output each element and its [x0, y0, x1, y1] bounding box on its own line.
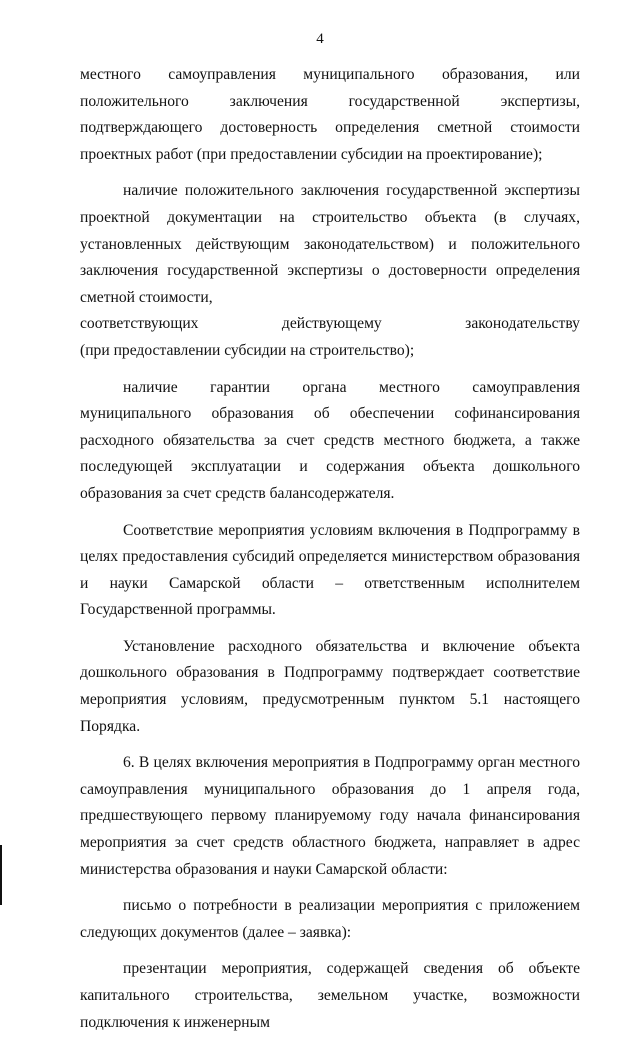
paragraph-guarantee: наличие гарантии органа местного самоуправления муниципального образования об обеспечении софинансирования расходного обязательства за счет средств местного бюджета, а также последующей эксплуатации и содержания объекта дошкольного образования за счет средств балансодержателя.: [80, 378, 580, 502]
scan-edge-line: [0, 845, 2, 905]
paragraph-expertise: наличие положительного заключения государственной экспертизы проектной документации на строительство объекта (в случаях, установленных действующим законодательством) и положительного заключения государственной экспертизы о достоверности определения сметной стоимости,: [80, 182, 580, 306]
paragraph-letter: письмо о потребности в реализации мероприятия с приложением следующих документов (далее – заявка):: [80, 897, 580, 941]
paragraph-obligation: Установление расходного обязательства и включение объекта дошкольного образования в Подпрограмму подтверждает соответствие мероприятия условиям, предусмотренным пунктом 5.1 настоящего Порядка.: [80, 637, 580, 735]
spread-word: действующему: [281, 315, 382, 333]
paragraph-construction-note: (при предоставлении субсидии на строительство);: [80, 341, 415, 359]
paragraph-continuation: местного самоуправления муниципального образования, или положительного заключения государственной экспертизы, подтверждающего достоверность определения сметной стоимости проектных работ (при предоставлении субсидии на проектирование);: [80, 66, 580, 163]
page-number: 4: [316, 31, 324, 47]
spread-word: законодательству: [465, 315, 580, 333]
paragraph-item-6: 6. В целях включения мероприятия в Подпрограмму орган местного самоуправления муниципального образования до 1 апреля года, предшествующего первому планируемому году начала финансирования мероприятия за счет средств областного бюджета, направляет в адрес министерства образования и науки Самарской области:: [80, 754, 580, 878]
document-body: [80, 62, 580, 1046]
spread-line: [80, 311, 580, 338]
spread-word: соответствующих: [80, 315, 199, 333]
paragraph-compliance: Соответствие мероприятия условиям включения в Подпрограмму в целях предоставления субсидий определяется министерством образования и науки Самарской области – ответственным исполнителем Государственной программы.: [80, 521, 580, 619]
paragraph-presentation: презентации мероприятия, содержащей сведения об объекте капитального строительства, земельном участке, возможности подключения к инженерным: [80, 960, 580, 1031]
